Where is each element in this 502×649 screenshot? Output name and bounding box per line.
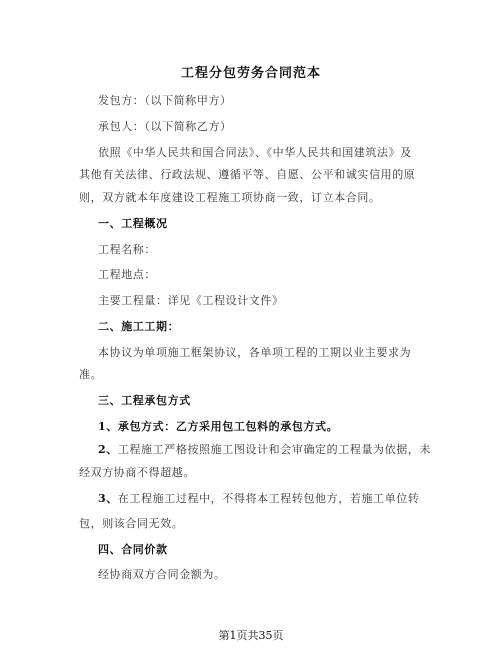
party-b-line: 承包人：（以下简称乙方） — [98, 120, 232, 133]
section-4-text: 经协商双方合同金额为。 — [98, 568, 226, 581]
item-2-number: 2、 — [98, 443, 118, 456]
intro-line-3: 则，双方就本年度建设工程施工项协商一致，订立本合同。 — [79, 191, 381, 204]
item-3-text: 在工程施工过程中，不得将本工程转包他方，若施工单位转 — [117, 492, 420, 505]
main-quantity-line: 主要工程量：详见《工程设计文件》 — [98, 294, 284, 307]
project-location-line: 工程地点： — [98, 268, 156, 281]
section-2-text-1: 本协议为单项施工框架协议，各单项工程的工期以业主要求为 — [98, 346, 412, 359]
item-3-number: 3、 — [98, 492, 118, 505]
intro-line-1: 依照《中华人民共和国合同法》、《中华人民共和国建筑法》及 — [98, 146, 412, 159]
project-name-line: 工程名称： — [98, 243, 156, 256]
section-3-item-1: 1、承包方式：乙方采用包工包料的承包方式。 — [98, 420, 339, 433]
section-3-item-2-line-1 — [98, 441, 431, 457]
item-2-text: 工程施工严格按照施工图设计和会审确定的工程量为依据，未 — [117, 443, 432, 456]
section-4-heading: 四、合同价款 — [98, 543, 168, 556]
section-3-heading: 三、工程承包方式 — [98, 394, 191, 407]
section-1-heading: 一、工程概况 — [98, 217, 168, 230]
section-3-item-3-line-1 — [98, 490, 419, 506]
page-number-footer: 第1页共35页 — [218, 629, 284, 642]
section-2-heading: 二、施工工期： — [98, 320, 180, 333]
intro-line-2: 其他有关法律、行政法规、遵循平等、自愿、公平和诚实信用的原 — [79, 168, 416, 181]
document-title: 工程分包劳务合同范本 — [180, 66, 321, 81]
section-3-item-3-line-2: 包，则该合同无效。 — [79, 517, 184, 530]
party-a-line: 发包方：（以下简称甲方） — [98, 94, 232, 107]
section-3-item-2-line-2: 经双方协商不得超越。 — [79, 466, 195, 479]
section-2-text-2: 准。 — [79, 368, 103, 381]
